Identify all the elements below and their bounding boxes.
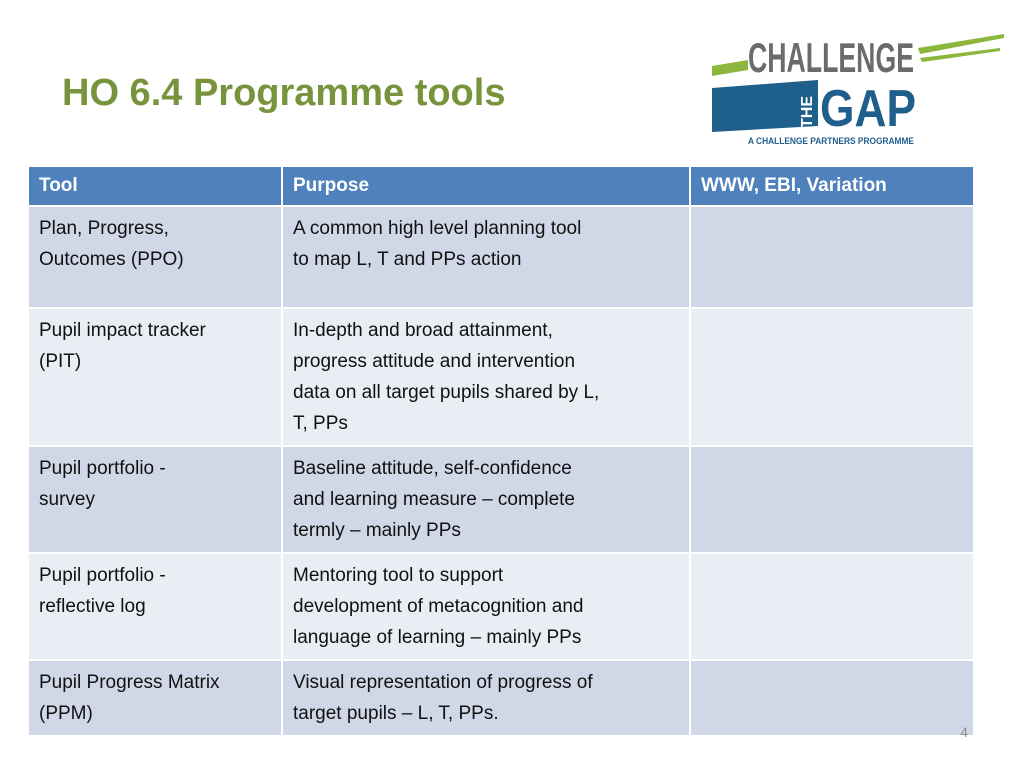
table-row	[28, 446, 974, 553]
tool-line: Plan, Progress,	[39, 218, 169, 239]
purpose-line: Baseline attitude, self-confidence	[293, 458, 572, 479]
purpose-line: target pupils – L, T, PPs.	[293, 703, 499, 724]
tool-line: (PIT)	[39, 351, 82, 372]
tool-line: Pupil Progress Matrix	[39, 672, 220, 693]
tool-line: reflective log	[39, 596, 146, 617]
purpose-line: and learning measure – complete	[293, 489, 576, 510]
table-row	[28, 553, 974, 660]
table-header-row	[28, 166, 974, 206]
tool-cell	[28, 660, 282, 736]
purpose-cell	[282, 553, 690, 660]
table-row	[28, 206, 974, 308]
purpose-line: progress attitude and intervention	[293, 351, 576, 372]
slide-title: HO 6.4 Programme tools	[62, 72, 506, 114]
logo-tagline: A CHALLENGE PARTNERS PROGRAMME	[748, 136, 914, 147]
tool-line: Pupil portfolio -	[39, 458, 166, 479]
purpose-line: language of learning – mainly PPs	[293, 627, 582, 648]
challenge-the-gap-logo	[708, 26, 1008, 151]
tool-cell	[28, 553, 282, 660]
purpose-line: In-depth and broad attainment,	[293, 320, 553, 341]
column-header-tool: Tool	[28, 166, 282, 206]
logo-line2-big: GAP	[820, 80, 916, 138]
purpose-cell	[282, 308, 690, 446]
purpose-line: development of metacognition and	[293, 596, 584, 617]
page-number: 4	[960, 724, 968, 740]
tool-line: Pupil portfolio -	[39, 565, 166, 586]
tool-cell	[28, 308, 282, 446]
www-ebi-cell	[690, 206, 974, 308]
column-header-purpose: Purpose	[282, 166, 690, 206]
logo-line2-small: THE	[799, 96, 816, 128]
tool-cell	[28, 206, 282, 308]
purpose-cell	[282, 206, 690, 308]
table-row	[28, 660, 974, 736]
tool-cell	[28, 446, 282, 553]
programme-tools-table	[27, 165, 975, 737]
purpose-line: A common high level planning tool	[293, 218, 582, 239]
www-ebi-cell	[690, 553, 974, 660]
purpose-line: Visual representation of progress of	[293, 672, 593, 693]
table-row	[28, 308, 974, 446]
www-ebi-cell	[690, 446, 974, 553]
purpose-line: Mentoring tool to support	[293, 565, 504, 586]
logo-line1: CHALLENGE	[748, 34, 914, 81]
purpose-line: termly – mainly PPs	[293, 520, 461, 541]
purpose-line: data on all target pupils shared by L,	[293, 382, 600, 403]
www-ebi-cell	[690, 308, 974, 446]
purpose-line: to map L, T and PPs action	[293, 249, 522, 270]
www-ebi-cell	[690, 660, 974, 736]
tool-line: (PPM)	[39, 703, 93, 724]
purpose-line: T, PPs	[293, 413, 348, 434]
tool-line: survey	[39, 489, 95, 510]
purpose-cell	[282, 660, 690, 736]
tool-line: Pupil impact tracker	[39, 320, 206, 341]
tool-line: Outcomes (PPO)	[39, 249, 184, 270]
purpose-cell	[282, 446, 690, 553]
column-header-www-ebi-variation: WWW, EBI, Variation	[690, 166, 974, 206]
